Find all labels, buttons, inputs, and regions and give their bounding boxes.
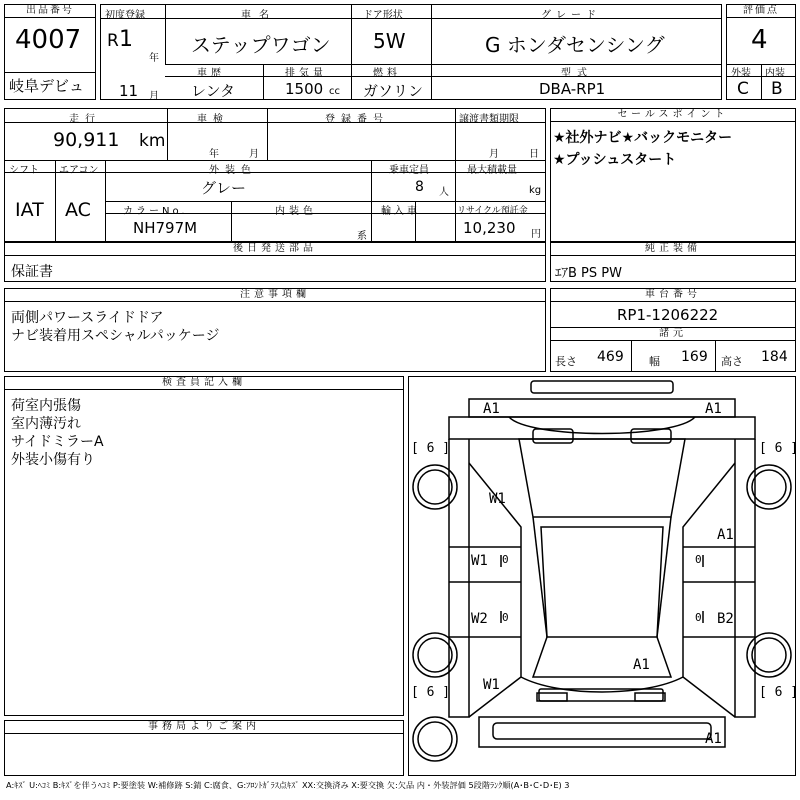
door-label: ドア形状 [363,10,403,21]
inspector-label: 検査員記入欄 [5,377,403,390]
history: レンタ [191,82,236,100]
car-outline [409,377,795,775]
month-unit: 月 [149,91,159,102]
venue: 岐阜デビュ [9,77,85,95]
history-label: 車歴 [197,68,225,79]
handle-mark-left-rear: 0 [502,611,509,624]
length-label: 長さ [555,355,577,368]
inspection-label: 車検 [197,114,229,125]
recycle-fee: 10,230 [463,219,516,237]
score-box [726,4,796,100]
shift-label: シフト [9,165,39,176]
recycle-label: リサイクル預託金 [457,206,528,216]
mark-front-left: A1 [483,401,500,417]
int-color-unit: 系 [357,231,367,242]
door-type: 5W [373,29,406,53]
recycle-unit: 円 [531,229,541,240]
mileage: 90,911 [53,129,120,151]
score-label: 評価点 [727,5,795,18]
handle-mark-left: 0 [502,553,509,566]
damage-diagram [408,376,799,776]
legend: A:ｷｽﾞ U:ﾍｺﾐ B:ｷｽﾞを伴うﾍｺﾐ P:要塗装 W:補修跡 S:錆 C:腐食、G:ﾌﾛﾝﾄｶﾞﾗｽ点ｷｽﾞ XX:交換済み X:要交換 欠:欠品 内・外装評価 5段階ﾗﾝｸ順(A･B･C･D･E) 3 [6,780,570,790]
capacity: 8 [415,179,424,195]
tire-rear-right: [ 6 ] [759,685,799,700]
lot-number: 4007 [15,25,82,55]
color-no-label: カラーNo. [123,206,188,217]
later-parts: 保証書 [11,264,53,280]
first-reg-month: 11 [119,82,139,100]
notes-box [4,288,546,372]
mark-right-front-door: A1 [717,527,734,543]
sales-points-box [550,108,796,242]
transfer-label: 譲渡書類期限 [459,114,519,125]
sales-point-2: ★プッシュスタート [553,152,677,168]
inspector-line-1: 荷室内張傷 [11,398,81,414]
max-load-label: 最大積載量 [467,165,517,176]
genuine-equipment: ｴｱB PS PW [555,266,622,281]
transfer-month: 月 [489,149,499,160]
fuel-label: 燃料 [373,68,401,79]
tire-front-left: [ 6 ] [411,441,451,456]
height-label: 高さ [721,355,743,368]
chassis-box [550,288,796,372]
inspector-line-3: サイドミラーA [11,434,104,450]
model-label: 型式 [561,68,593,79]
capacity-unit: 人 [439,187,449,198]
length: 469 [597,349,624,365]
width: 169 [681,349,708,365]
handle-mark-right: 0 [695,553,702,566]
tire-front-right: [ 6 ] [759,441,799,456]
interior-label: 内装 [765,68,785,79]
height: 184 [761,349,788,365]
mark-right-slide-door: B2 [717,611,734,627]
dims-label: 諸元 [551,328,795,341]
inspector-line-2: 室内薄汚れ [11,416,81,432]
mark-left-rear: W1 [483,677,500,693]
lot-number-box [4,4,96,100]
first-reg-label: 初度登録 [105,10,145,21]
ac-label: エアコン [59,165,99,176]
model: DBA-RP1 [539,80,606,98]
exterior-label: 外装 [731,68,751,79]
first-reg-year: 1 [119,27,133,52]
note-line-1: 両側パワースライドドア [11,310,164,326]
max-load-unit: kg [529,185,542,196]
color-label: 外装色 [209,165,257,176]
note-line-2: ナビ装着用スペシャルパッケージ [11,328,220,344]
import-label: 輸入車 [381,206,420,217]
car-name-label: 車名 [241,10,277,21]
handle-mark-right-rear: 0 [695,611,702,624]
office-label: 事務局よりご案内 [5,721,403,734]
exterior-color: グレー [201,179,247,197]
mark-front-right: A1 [705,401,722,417]
later-parts-box [4,242,546,282]
genuine-equipment-label: 純正装備 [551,243,795,256]
lot-number-label: 出品番号 [5,5,95,18]
tire-rear-left: [ 6 ] [411,685,451,700]
width-label: 幅 [649,355,660,368]
mark-left-fender: W1 [489,491,506,507]
sales-point-1: ★社外ナビ★バックモニター [553,130,733,146]
inspector-line-4: 外装小傷有り [11,452,95,468]
grade: G ホンダセンシング [485,33,665,57]
mark-left-front-door: W1 [471,553,488,569]
displacement-unit: cc [329,86,340,97]
vehicle-info-top [100,4,722,100]
sales-points-label: セールスポイント [551,109,795,122]
fuel: ガソリン [363,82,424,100]
year-unit: 年 [149,53,159,64]
exterior-grade: C [737,79,749,99]
genuine-equipment-box [550,242,796,282]
chassis-number: RP1-1206222 [617,306,719,324]
interior-grade: B [771,79,783,99]
notes-label: 注意事項欄 [5,289,545,302]
chassis-label: 車台番号 [551,289,795,302]
insp-year-unit: 年 [209,149,219,160]
air-conditioner: AC [65,199,91,221]
color-no: NH797M [133,219,198,237]
capacity-label: 乗車定員 [389,165,429,176]
displacement-label: 排気量 [285,68,327,79]
mark-rear-bumper: A1 [705,731,722,747]
displacement: 1500 [285,80,324,98]
int-color-label: 内装色 [275,206,317,217]
insp-month-unit: 月 [249,149,259,160]
era: R [107,31,119,51]
reg-no-label: 登録番号 [325,114,389,125]
car-name: ステップワゴン [191,33,331,57]
later-parts-label: 後日発送部品 [5,243,545,256]
transfer-day: 日 [529,149,539,160]
shift: IAT [15,199,44,221]
office-box [4,720,404,776]
grade-label: グレード [541,10,601,21]
vehicle-detail-box [4,108,546,242]
mark-rear-hatch: A1 [633,657,650,673]
mileage-unit: km [139,131,166,151]
mileage-label: 走行 [69,114,101,125]
inspector-box [4,376,404,716]
score: 4 [751,25,768,55]
mark-left-slide-door: W2 [471,611,488,627]
